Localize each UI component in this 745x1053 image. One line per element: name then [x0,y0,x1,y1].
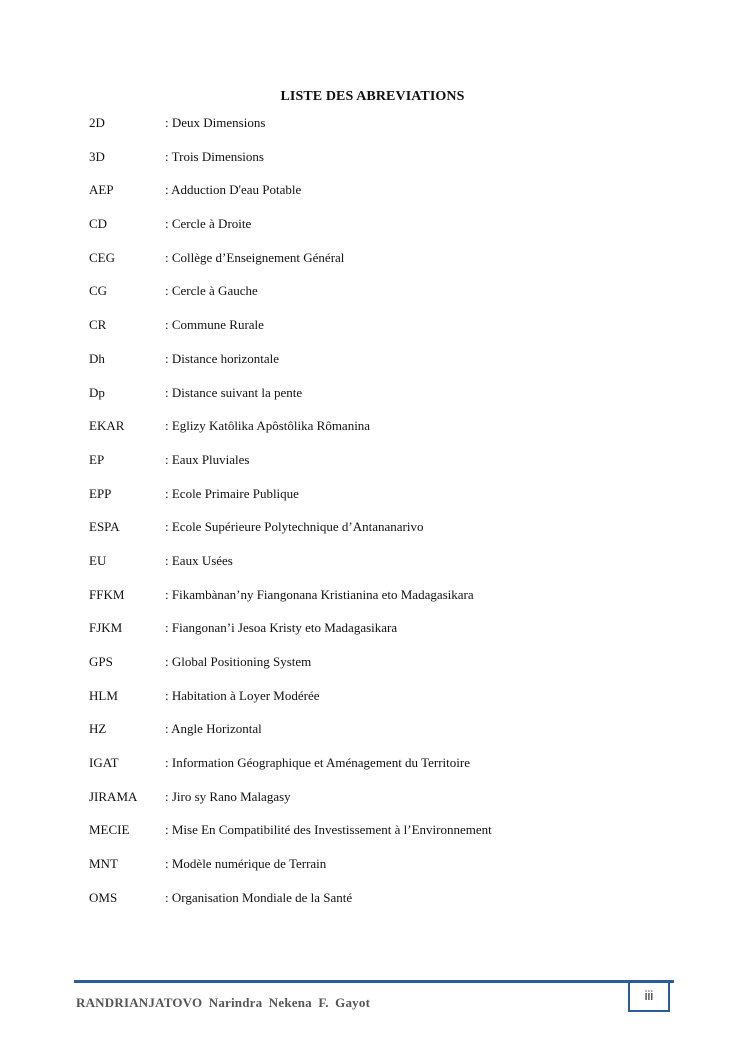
footer-divider [74,980,674,983]
abbreviation-term: GPS [89,654,113,669]
abbreviation-row [89,149,689,183]
abbreviation-row [89,182,689,216]
abbreviation-row [89,587,689,621]
page-number: iii [644,988,654,1003]
abbreviation-definition: : Trois Dimensions [165,148,264,164]
abbreviation-term: FJKM [89,620,123,636]
abbreviation-definition: : Distance suivant la pente [165,384,303,400]
abbreviation-definition: : Cercle à Gauche [165,283,258,299]
abbreviation-row [89,519,689,553]
abbreviation-row [89,890,689,924]
abbreviation-definition: : Ecole Primaire Publique [165,485,299,501]
abbreviation-row [89,755,689,789]
abbreviation-list [89,115,689,924]
abbreviation-term: OMS [89,889,118,905]
abbreviation-definition: : Modèle numérique de Terrain [165,856,327,872]
abbreviation-row [89,822,689,856]
abbreviation-row [89,351,689,385]
abbreviation-term: HLM [89,687,118,703]
abbreviation-term: CD [89,216,108,232]
abbreviation-term: HZ [89,721,107,737]
abbreviation-row [89,385,689,419]
abbreviation-row [89,216,689,250]
abbreviation-row [89,317,689,351]
abbreviation-definition: : Habitation à Loyer Modérée [165,687,320,703]
abbreviation-term: ESPA [89,519,120,535]
abbreviation-row [89,789,689,823]
abbreviation-row [89,721,689,755]
abbreviation-term: 2D [89,115,105,130]
abbreviation-definition: : Collège d’Enseignement Général [165,249,345,265]
abbreviation-definition: : Global Positioning System [165,654,312,669]
page-title: LISTE DES ABREVIATIONS [280,89,465,104]
abbreviation-term: 3D [89,148,105,164]
abbreviation-definition: : Eglizy Katôlika Apôstôlika Rômanina [165,418,371,434]
abbreviation-row [89,115,689,149]
abbreviation-definition: : Eaux Pluviales [165,451,250,467]
abbreviation-row [89,452,689,486]
abbreviation-row [89,250,689,284]
abbreviation-definition: : Fikambànan’ny Fiangonana Kristianina eto Madagasikara [165,586,474,602]
abbreviation-definition: : Information Géographique et Aménagement du Territoire [165,755,470,771]
abbreviation-term: IGAT [89,755,119,771]
abbreviation-term: CEG [89,249,115,265]
abbreviation-row [89,654,689,688]
abbreviation-term: EU [89,552,107,568]
abbreviation-definition: : Fiangonan’i Jesoa Kristy eto Madagasikara [165,620,398,636]
abbreviation-term: AEP [89,182,114,198]
abbreviation-term: Dh [89,350,105,366]
abbreviation-definition: : Eaux Usées [165,552,233,568]
abbreviation-term: FFKM [89,586,125,602]
abbreviation-definition: : Angle Horizontal [165,721,262,737]
abbreviation-row [89,688,689,722]
abbreviation-definition: : Commune Rurale [165,317,264,333]
abbreviation-row [89,283,689,317]
abbreviation-term: EP [89,451,105,467]
abbreviation-term: Dp [89,384,105,400]
footer-author: RANDRIANJATOVO Narindra Nekena F. Gayot [76,995,371,1010]
abbreviation-term: JIRAMA [89,788,138,804]
abbreviation-term: EPP [89,485,112,501]
abbreviation-row [89,553,689,587]
abbreviation-row [89,486,689,520]
abbreviation-term: MNT [89,856,118,872]
abbreviation-term: EKAR [89,418,125,434]
abbreviation-definition: : Jiro sy Rano Malagasy [165,788,291,804]
abbreviation-row [89,418,689,452]
abbreviation-term: CR [89,317,107,333]
abbreviation-definition: : Adduction D'eau Potable [165,182,302,198]
abbreviation-definition: : Ecole Supérieure Polytechnique d’Antananarivo [165,519,424,535]
abbreviation-definition: : Distance horizontale [165,350,280,366]
abbreviation-definition: : Cercle à Droite [165,216,252,232]
abbreviation-definition: : Organisation Mondiale de la Santé [165,889,353,905]
page-number-box [628,982,670,1012]
abbreviation-term: MECIE [89,822,130,838]
abbreviation-term: CG [89,283,108,299]
abbreviation-row [89,620,689,654]
abbreviation-definition: : Mise En Compatibilité des Investissement à l’Environnement [165,822,492,838]
abbreviation-row [89,856,689,890]
abbreviation-definition: : Deux Dimensions [165,115,266,130]
